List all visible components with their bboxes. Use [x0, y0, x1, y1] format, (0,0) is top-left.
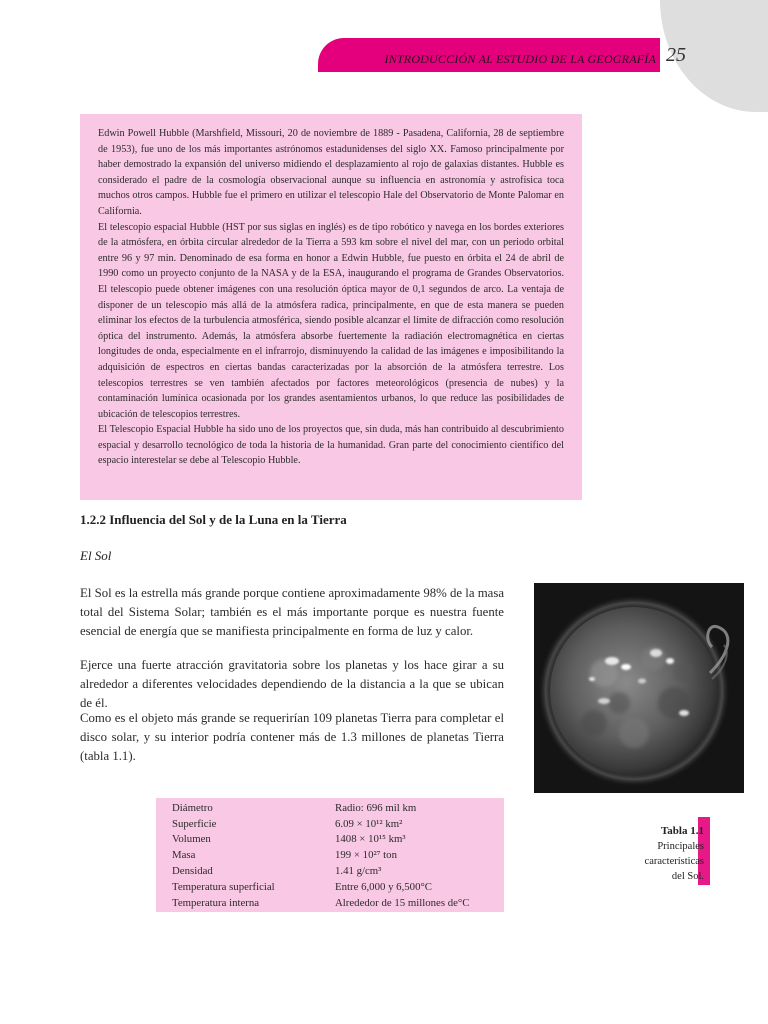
table-cell-property: Densidad [172, 865, 213, 878]
table-cell-value: 6.09 × 10¹² km² [335, 817, 403, 830]
table-cell-value: Alrededor de 15 millones de°C [335, 896, 470, 909]
subheading-sun: El Sol [80, 548, 112, 563]
table-cell-value: Radio: 696 mil km [335, 801, 417, 814]
table-cell-value: 1408 × 10¹⁵ km³ [335, 833, 406, 846]
bio-paragraph: El telescopio espacial Hubble (HST por sus siglas en inglés) es de tipo robótico y navega en los bordes exteriores de la atmósfera, en órbita circular alrededor de la Tierra a 593 km sobre el nivel del mar, con un periodo orbital entre 96 y 97 min. Denominado de esa forma en honor a Edwin Hubble, fue puesto en órbita el 24 de abril de 1990 como un proyecto conjunto de la NASA y de la ESA, inaugurando el programa de Grandes Observatorios. El telescopio puede obtener imágenes con una resolución óptica mayor de 0,1 segundos de arco. La ventaja de disponer de un telescopio más allá de la atmósfera radica, principalmente, en que de esta manera se pueden eliminar los efectos de la turbulencia atmosférica, siendo posible alcanzar el límite de difracción como resolución óptica del instrumento. Además, la atmósfera absorbe fuertemente la radiación electromagnética en ciertas longitudes de onda, especialmente en el infrarrojo, disminuyendo la calidad de las imágenes e imposibilitando la adquisición de espectros en ciertas bandas caracterizadas por la absorción de la atmósfera terrestre. Los telescopios terrestres se ven también afectados por factores meteorológicos (presencia de nubes) y la contaminación lumínica ocasionada por los grandes asentamientos urbanos, lo que reduce las posibilidades de ubicación de telescopios terrestres. [98, 221, 564, 420]
table-cell-property: Diámetro [172, 801, 213, 814]
sun-characteristics-table [172, 800, 469, 911]
sun-photo [534, 583, 744, 793]
table-cell-property: Superficie [172, 817, 217, 830]
caption-line: Principales [657, 841, 704, 852]
table-cell-property: Masa [172, 849, 196, 862]
table-cell-property: Temperatura interna [172, 896, 260, 909]
table-row [172, 895, 469, 911]
sun-paragraph-1: El Sol es la estrella más grande porque contiene aproximadamente 98% de la masa total del Sistema Solar; también es el más importante porque es nuestra fuente esencial de energía que se manifiesta principalmente en forma de luz y calor. [80, 586, 504, 638]
sun-characteristics-table-box [156, 798, 504, 912]
table-row [172, 847, 469, 863]
table-cell-value: 1.41 g/cm³ [335, 865, 382, 878]
caption-title: Tabla 1.1 [660, 825, 704, 837]
table-row [172, 863, 469, 879]
sun-image [534, 583, 744, 793]
sun-paragraph-2: Ejerce una fuerte atracción gravitatoria sobre los planetas y los hace girar a su alrededor a diferentes velocidades dependiendo de la distancia a la que se ubican de él. [80, 658, 504, 710]
hubble-info-box [80, 114, 582, 500]
page-number: 25 [666, 44, 686, 66]
sun-paragraph-3: Como es el objeto más grande se requerirían 109 planetas Tierra para completar el disco solar, y su interior podría contener más de 1.3 millones de planetas Tierra (tabla 1.1). [80, 711, 504, 763]
bio-paragraph: Edwin Powell Hubble (Marshfield, Missouri, 20 de noviembre de 1889 - Pasadena, California, 28 de septiembre de 1953), fue uno de los más importantes astrónomos estadunidenses del siglo XX. Famoso principalmente por haber demostrado la expansión del universo midiendo el desplazamiento al rojo de galaxias distantes. Hubble es considerado el padre de la cosmología observacional aunque su influencia en astronomía y astrofísica toca muchos otros campos. Hubble fue el primero en utilizar el telescopio Hale del Observatorio de Monte Palomar en California. [98, 128, 564, 217]
section-heading: 1.2.2 Influencia del Sol y de la Luna en la Tierra [80, 512, 347, 527]
table-row [172, 879, 469, 895]
table-caption [645, 823, 704, 884]
bio-paragraph: El Telescopio Espacial Hubble ha sido uno de los proyectos que, sin duda, más han contribuido al descubrimiento espacial y desarrollo tecnológico de toda la historia de la humanidad. Gran parte del conocimiento científico del espacio interestelar se debe al Telescopio Hubble. [98, 424, 564, 467]
table-cell-property: Temperatura superficial [172, 880, 275, 893]
table-row [172, 832, 469, 848]
table-cell-property: Volumen [172, 833, 211, 846]
caption-line: del Sol. [671, 871, 704, 882]
table-cell-value: Entre 6,000 y 6,500°C [335, 880, 432, 893]
table-row [172, 800, 469, 816]
header-title: INTRODUCCIÓN AL ESTUDIO DE LA GEOGRAFÍA [384, 52, 656, 66]
table-cell-value: 199 × 10²⁷ ton [335, 849, 397, 862]
caption-line: características [644, 856, 704, 867]
table-row [172, 816, 469, 832]
